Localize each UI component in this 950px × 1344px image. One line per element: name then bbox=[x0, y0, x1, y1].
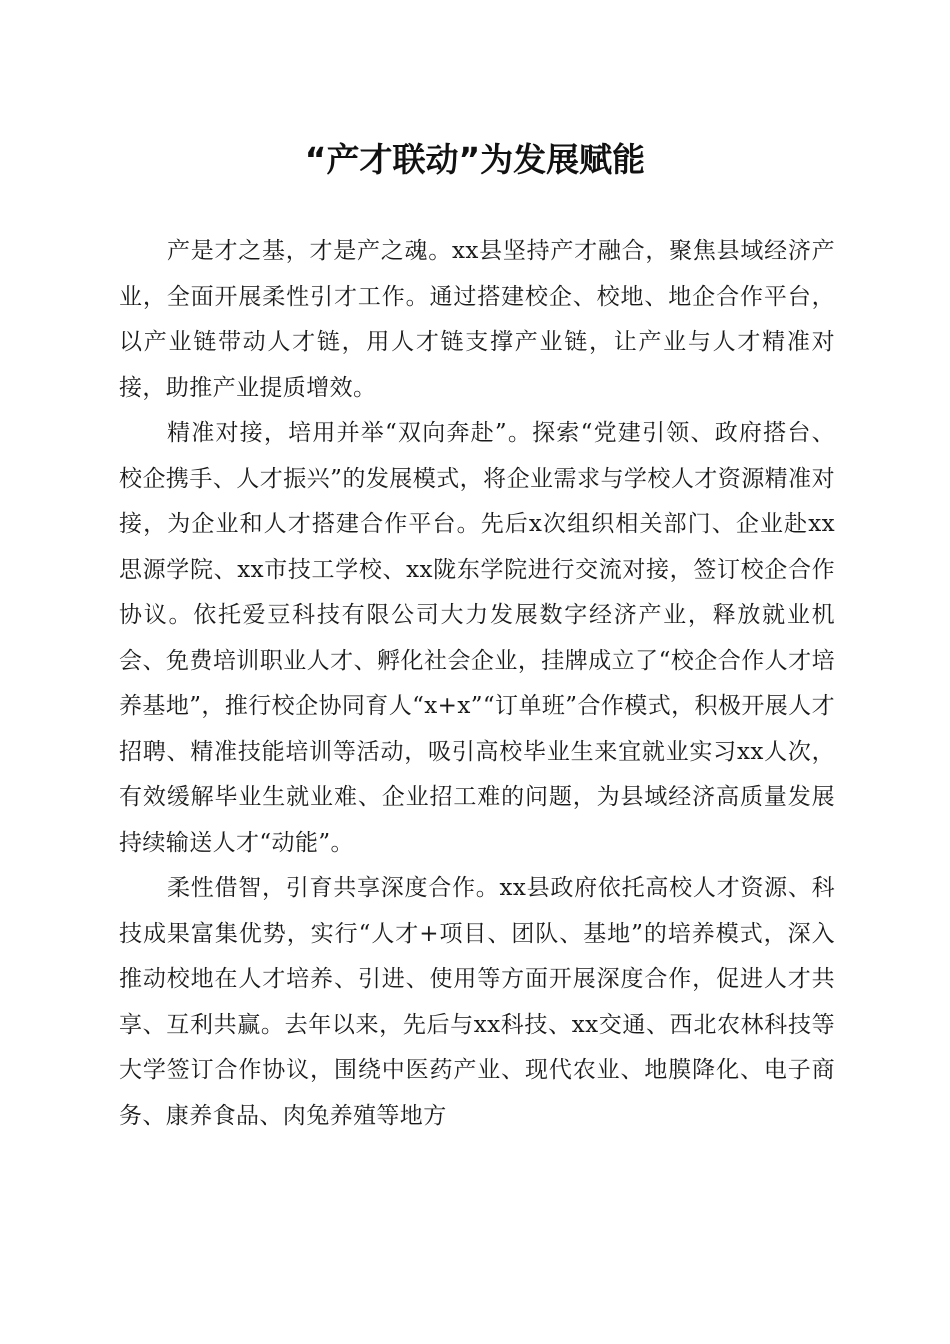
paragraph-intro: 产是才之基，才是产之魂。xx县坚持产才融合，聚焦县域经济产业，全面开展柔性引才工作。通过搭建校企、校地、地企合作平台，以产业链带动人才链，用人才链支撑产业链，让产业与人才精准对接，助推产业提质增效。 bbox=[119, 238, 835, 401]
paragraph-precise-docking: 精准对接，培用并举“双向奔赴”。探索“党建引领、政府搭台、校企携手、人才振兴”的发展模式，将企业需求与学校人才资源精准对接，为企业和人才搭建合作平台。先后x次组织相关部门、企业赴xx思源学院、xx市技工学校、xx陇东学院进行交流对接，签订校企合作协议。依托爱豆科技有限公司大力发展数字经济产业，释放就业机会、免费培训职业人才、孵化社会企业，挂牌成立了“校企合作人才培养基地”，推行校企协同育人“x+x”“订单班”合作模式，积极开展人才招聘、精准技能培训等活动，吸引高校毕业生来宜就业实习xx人次，有效缓解毕业生就业难、企业招工难的问题，为县域经济高质量发展持续输送人才“动能”。 bbox=[119, 420, 835, 856]
document-title: “产才联动”为发展赋能 bbox=[304, 140, 646, 179]
paragraph-flexible-wisdom: 柔性借智，引育共享深度合作。xx县政府依托高校人才资源、科技成果富集优势，实行“人才+项目、团队、基地”的培养模式，深入推动校地在人才培养、引进、使用等方面开展深度合作，促进人才共享、互利共赢。去年以来，先后与xx科技、xx交通、西北农林科技等大学签订合作协议，围绕中医药产业、现代农业、地膜降化、电子商务、康养食品、肉兔养殖等地方 bbox=[119, 875, 835, 1129]
document-body bbox=[119, 229, 835, 1139]
